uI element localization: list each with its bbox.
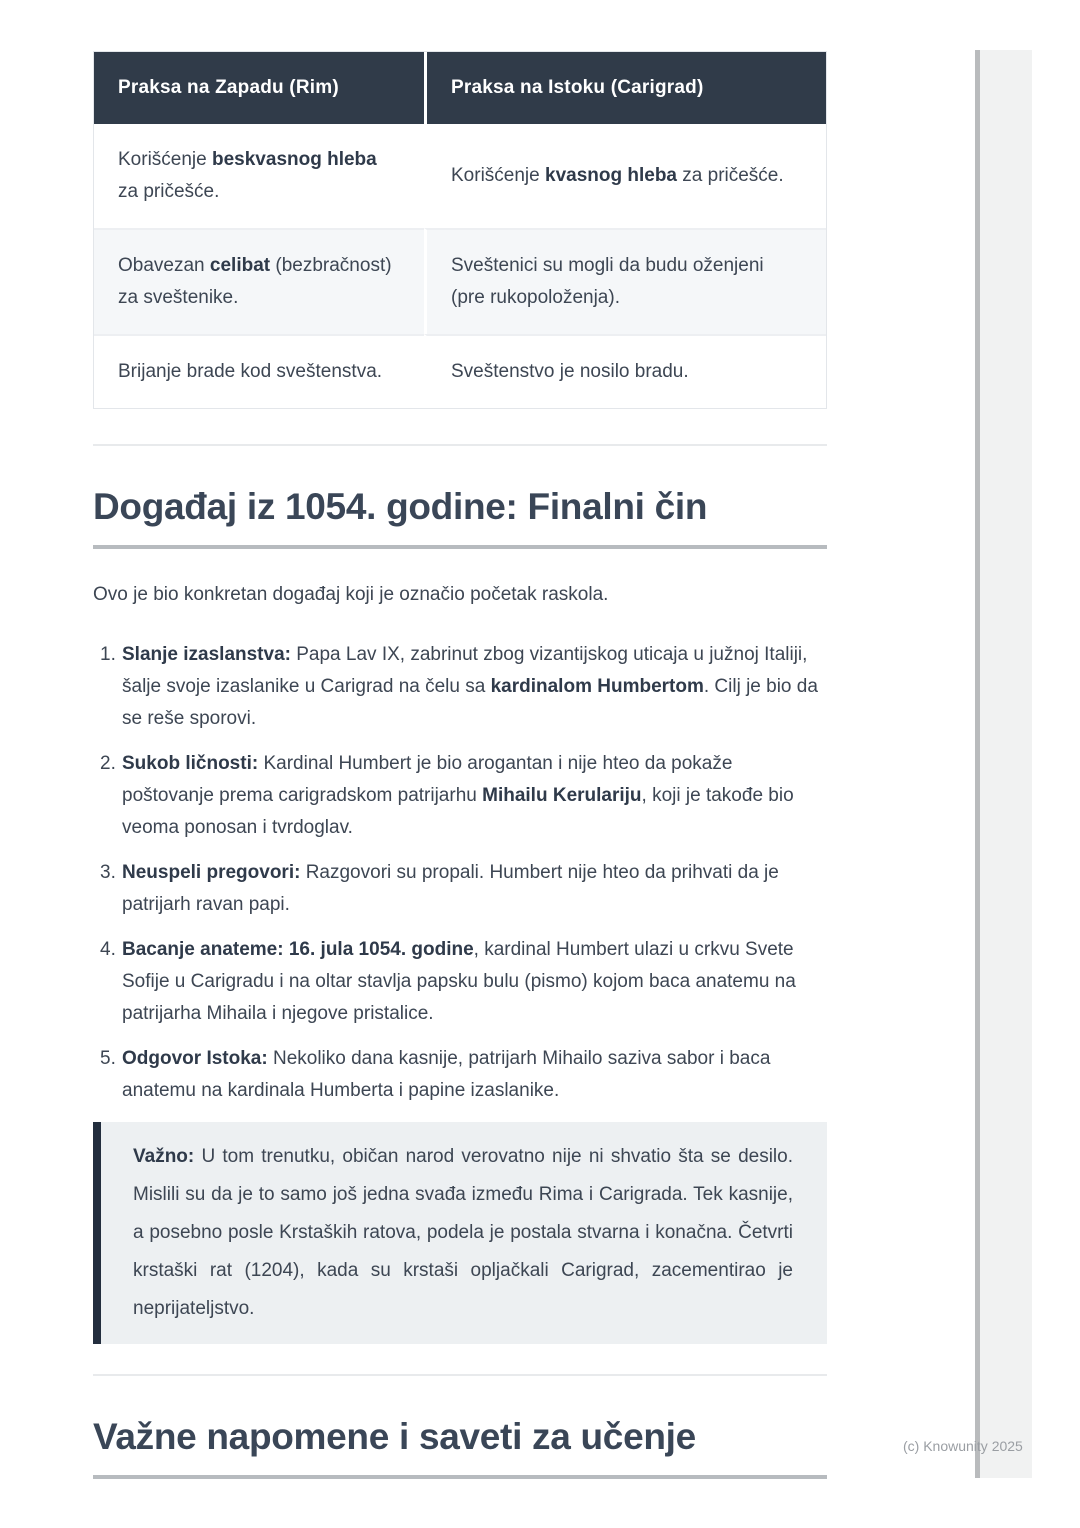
section-divider-2	[93, 1374, 827, 1376]
heading-underline-2	[93, 1475, 827, 1479]
list-item	[93, 748, 827, 844]
list-item-text: Neuspeli pregovori: Razgovori su propali. Humbert nije hteo da prihvati da je patrijarh ravan papi.	[122, 862, 779, 915]
table-row	[94, 228, 826, 334]
callout-text: Važno: U tom trenutku, običan narod verovatno nije ni shvatio šta se desilo. Mislili su da je to samo još jedna svađa između Rima i Carigrada. Tek kasnije, a posebno posle Krstaških ratova, podela je postala stvarna i konačna. Četvrti krstaški rat (1204), kada su krstaši opljačkali Carigrad, zacementirao je neprijateljstvo.	[133, 1146, 793, 1319]
list-item	[93, 1043, 827, 1107]
list-item-text: Odgovor Istoka: Nekoliko dana kasnije, patrijarh Mihailo saziva sabor i baca anatemu na kardinala Humberta i papine izaslanike.	[122, 1048, 771, 1101]
table-cell-west: Obavezan celibat (bezbračnost) za sveštenike.	[94, 228, 424, 334]
list-item-number: 1.	[100, 644, 116, 665]
table-header-row	[94, 52, 826, 124]
list-item-number: 2.	[100, 753, 116, 774]
table-header-east: Praksa na Istoku (Carigrad)	[424, 52, 826, 124]
event-steps-list	[93, 639, 827, 1107]
table-body	[94, 124, 826, 408]
table-cell-west: Korišćenje beskvasnog hleba za pričešće.	[94, 124, 424, 228]
table-cell-east: Korišćenje kvasnog hleba za pričešće.	[424, 124, 826, 228]
table-cell-east: Sveštenstvo je nosilo bradu.	[424, 334, 826, 408]
list-item	[93, 639, 827, 735]
section-title-notes: Važne napomene i saveti za učenje	[93, 1416, 696, 1457]
copyright-watermark: (c) Knowunity 2025	[903, 1438, 1023, 1454]
table-header-west: Praksa na Zapadu (Rim)	[94, 52, 424, 124]
table-cell-west: Brijanje brade kod sveštenstva.	[94, 334, 424, 408]
list-item-text: Sukob ličnosti: Kardinal Humbert je bio arogantan i nije hteo da pokaže poštovanje prema carigradskom patrijarhu Mihailu Kerulariju, koji je takođe bio veoma ponosan i tvrdoglav.	[122, 753, 794, 838]
list-item	[93, 857, 827, 921]
list-item-number: 5.	[100, 1048, 116, 1069]
important-callout	[93, 1122, 827, 1344]
table-row	[94, 124, 826, 228]
heading-underline	[93, 545, 827, 549]
list-item	[93, 934, 827, 1030]
section-title-event: Događaj iz 1054. godine: Finalni čin	[93, 486, 708, 527]
comparison-table	[93, 51, 827, 409]
table-cell-east: Sveštenici su mogli da budu oženjeni (pre rukopoloženja).	[424, 228, 826, 334]
list-item-text: Slanje izaslanstva: Papa Lav IX, zabrinut zbog vizantijskog uticaja u južnoj Italiji, šalje svoje izaslanike u Carigrad na čelu sa kardinalom Humbertom. Cilj je bio da se reše sporovi.	[122, 644, 818, 729]
section-divider	[93, 444, 827, 446]
document-content	[93, 51, 827, 1479]
list-item-number: 3.	[100, 862, 116, 883]
list-item-text: Bacanje anateme: 16. jula 1054. godine, kardinal Humbert ulazi u crkvu Svete Sofije u Carigradu i na oltar stavlja papsku bulu (pismo) kojom baca anatemu na patrijarha Mihaila i njegove pristalice.	[122, 939, 796, 1024]
intro-paragraph: Ovo je bio konkretan događaj koji je označio početak raskola.	[93, 584, 609, 605]
table-row	[94, 334, 826, 408]
list-item-number: 4.	[100, 939, 116, 960]
scrollbar-track[interactable]	[975, 50, 1032, 1478]
